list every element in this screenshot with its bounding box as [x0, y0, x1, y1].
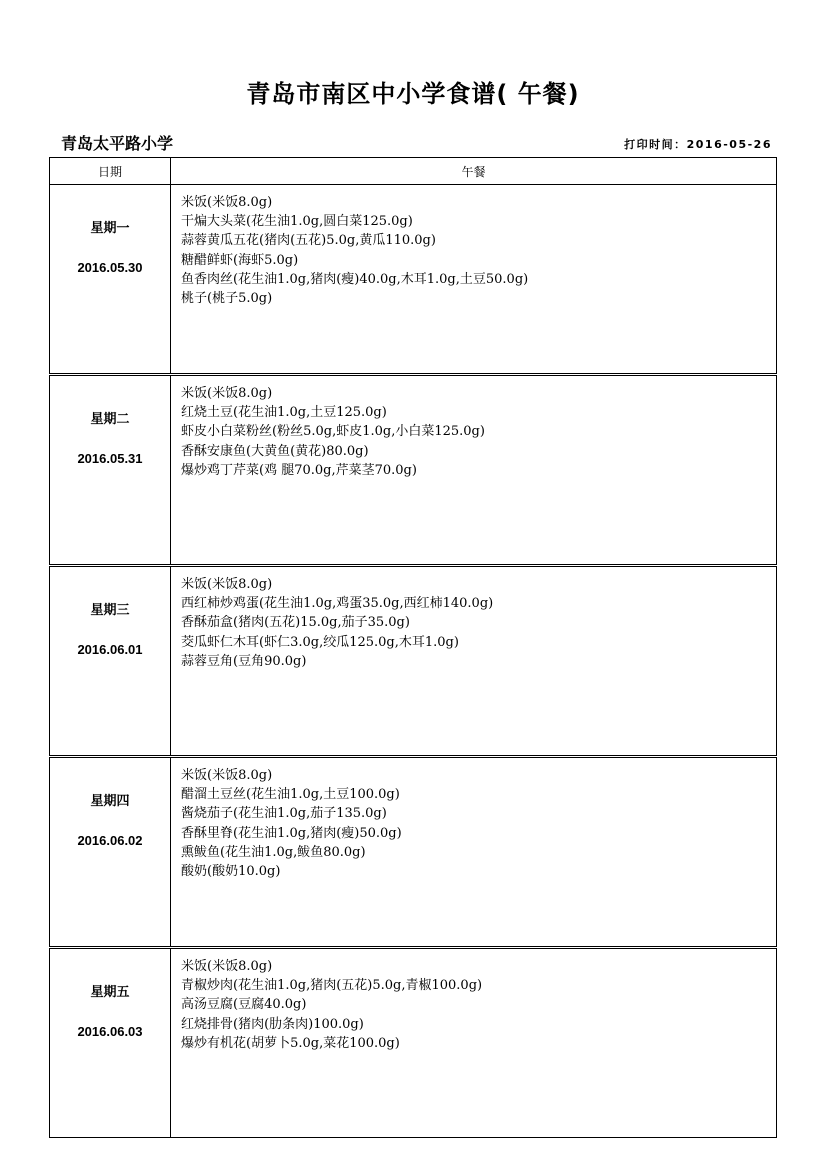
- menu-table: [49, 157, 777, 1138]
- meal-cell: [171, 376, 777, 565]
- dish-item: 红烧排骨(猪肉(肋条肉)100.0g): [181, 1016, 364, 1032]
- weekday-label: 星期二: [90, 412, 130, 427]
- weekday-label: 星期一: [90, 221, 130, 236]
- page-title: 青岛市南区中小学食谱( 午餐): [246, 80, 580, 108]
- school-name: 青岛太平路小学: [61, 134, 174, 153]
- date-cell: [50, 567, 171, 756]
- date-label: 2016.06.01: [77, 642, 143, 657]
- dish-item: 熏鲅鱼(花生油1.0g,鲅鱼80.0g): [181, 844, 366, 860]
- dish-item: 香酥茄盒(猪肉(五花)15.0g,茄子35.0g): [181, 615, 410, 631]
- dish-list: [181, 384, 776, 480]
- dish-item: 青椒炒肉(花生油1.0g,猪肉(五花)5.0g,青椒100.0g): [181, 978, 483, 994]
- meal-cell: [171, 949, 777, 1138]
- table-row: [50, 567, 777, 756]
- dish-item: 酸奶(酸奶10.0g): [181, 864, 281, 880]
- date-column-header: 日期: [50, 158, 171, 185]
- dish-item: 酱烧茄子(花生油1.0g,茄子135.0g): [181, 806, 387, 822]
- date-cell: [50, 376, 171, 565]
- dish-item: 糖醋鲜虾(海虾5.0g): [181, 252, 299, 268]
- weekday-label: 星期五: [90, 985, 130, 1000]
- dish-item: 高汤豆腐(豆腐40.0g): [181, 997, 307, 1013]
- dish-item: 茭瓜虾仁木耳(虾仁3.0g,绞瓜125.0g,木耳1.0g): [181, 634, 459, 650]
- dish-item: 蒜蓉黄瓜五花(猪肉(五花)5.0g,黄瓜110.0g): [181, 233, 436, 249]
- dish-item: 爆炒有机花(胡萝卜5.0g,菜花100.0g): [181, 1035, 400, 1051]
- dish-item: 干煸大头菜(花生油1.0g,圆白菜125.0g): [181, 214, 413, 230]
- dish-item: 米饭(米饭8.0g): [181, 959, 273, 974]
- table-header-row: [50, 158, 777, 185]
- dish-item: 蒜蓉豆角(豆角90.0g): [181, 653, 307, 669]
- date-cell: [50, 185, 171, 374]
- weekday-label: 星期四: [90, 794, 130, 809]
- dish-item: 红烧土豆(花生油1.0g,土豆125.0g): [181, 405, 387, 421]
- dish-list: [181, 193, 776, 308]
- dish-item: 爆炒鸡丁芹菜(鸡 腿70.0g,芹菜茎70.0g): [181, 462, 417, 478]
- dish-item: 醋溜土豆丝(花生油1.0g,土豆100.0g): [181, 787, 400, 803]
- lunch-column-header: 午餐: [171, 158, 777, 185]
- dish-item: 米饭(米饭8.0g): [181, 195, 273, 210]
- dish-item: 香酥安康鱼(大黄鱼(黄花)80.0g): [181, 443, 369, 459]
- table-row: [50, 376, 777, 565]
- dish-item: 桃子(桃子5.0g): [181, 291, 273, 307]
- dish-item: 西红柿炒鸡蛋(花生油1.0g,鸡蛋35.0g,西红柿140.0g): [181, 596, 494, 612]
- dish-item: 米饭(米饭8.0g): [181, 386, 273, 401]
- date-label: 2016.06.02: [77, 833, 143, 848]
- date-label: 2016.05.31: [77, 451, 143, 466]
- meal-cell: [171, 758, 777, 947]
- dish-item: 虾皮小白菜粉丝(粉丝5.0g,虾皮1.0g,小白菜125.0g): [181, 424, 485, 440]
- dish-item: 香酥里脊(花生油1.0g,猪肉(瘦)50.0g): [181, 825, 402, 841]
- meal-cell: [171, 185, 777, 374]
- dish-item: 米饭(米饭8.0g): [181, 768, 273, 783]
- weekday-label: 星期三: [90, 603, 130, 618]
- dish-list: [181, 766, 776, 881]
- dish-item: 米饭(米饭8.0g): [181, 577, 273, 592]
- menu-body: [50, 185, 777, 1138]
- table-row: [50, 758, 777, 947]
- date-label: 2016.05.30: [77, 260, 143, 275]
- table-row: [50, 949, 777, 1138]
- dish-list: [181, 575, 776, 671]
- dish-item: 鱼香肉丝(花生油1.0g,猪肉(瘦)40.0g,木耳1.0g,土豆50.0g): [181, 271, 529, 287]
- table-row: [50, 185, 777, 374]
- print-time: 打印时间：2016-05-26: [624, 138, 772, 151]
- meal-cell: [171, 567, 777, 756]
- dish-list: [181, 957, 776, 1053]
- date-cell: [50, 949, 171, 1138]
- date-label: 2016.06.03: [77, 1024, 143, 1039]
- date-cell: [50, 758, 171, 947]
